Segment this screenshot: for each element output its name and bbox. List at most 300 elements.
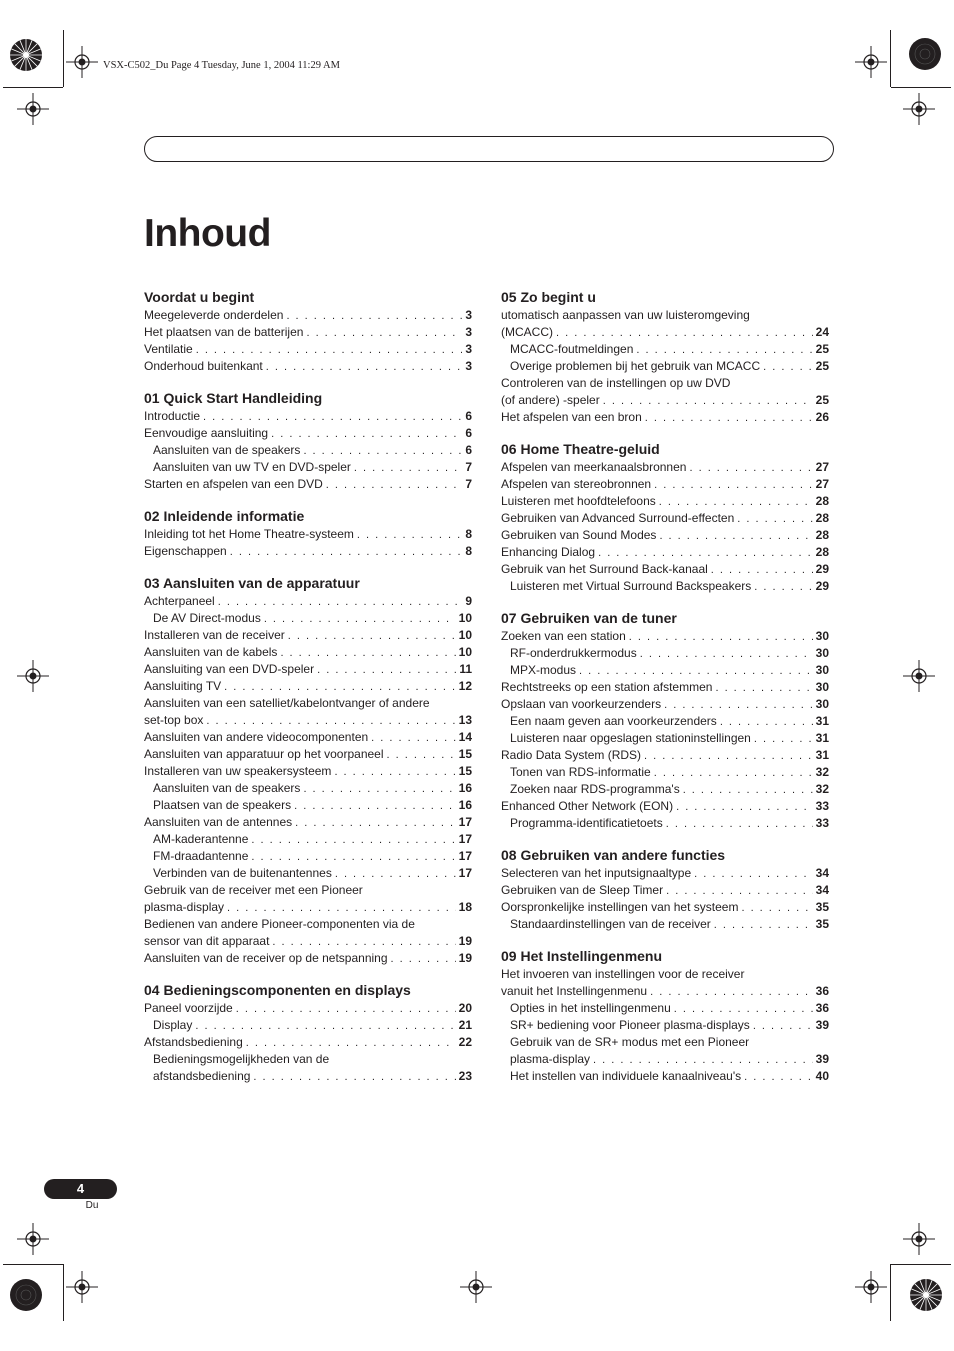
toc-entry — [501, 510, 829, 527]
registration-mark-icon — [460, 1271, 492, 1303]
toc-entry — [144, 610, 472, 627]
toc-entry-page: 15 — [458, 747, 472, 761]
toc-entry — [501, 916, 829, 933]
toc-entry-label: Ventilatie — [144, 342, 193, 356]
toc-entry-label: Eenvoudige aansluiting — [144, 426, 269, 440]
toc-entry — [144, 1017, 472, 1034]
toc-section-title: 05 Zo begint u — [501, 289, 596, 305]
toc-entry-page: 36 — [815, 984, 829, 998]
toc-entry — [501, 713, 829, 730]
toc-entry-page: 10 — [458, 628, 472, 642]
toc-entry — [501, 645, 829, 662]
toc-entry-page: 27 — [815, 477, 829, 491]
toc-entry-page: 35 — [815, 917, 829, 931]
toc-entry — [144, 358, 472, 375]
dot-leader — [387, 747, 456, 764]
toc-entry-page: 6 — [465, 426, 472, 440]
toc-entry-page: 40 — [815, 1069, 829, 1083]
toc-entry — [144, 678, 472, 695]
toc-entry-label: Zoeken naar RDS-programma's — [510, 782, 680, 796]
toc-entry-label: Aansluiten van de antennes — [144, 815, 293, 829]
toc-entry — [144, 543, 472, 560]
toc-entry-label-line: utomatisch aanpassen van uw luisteromgeving — [501, 308, 750, 322]
toc-entry — [144, 661, 472, 678]
print-file-info: VSX-C502_Du Page 4 Tuesday, June 1, 2004 11:29 AM — [103, 60, 340, 71]
toc-entry-label: MCACC-foutmeldingen — [510, 342, 634, 356]
toc-entry-label: Afspelen van stereobronnen — [501, 477, 652, 491]
toc-entry-page: 16 — [458, 781, 472, 795]
toc-entry-label: Aansluiten van de speakers — [153, 443, 301, 457]
dot-leader — [659, 528, 812, 545]
dot-leader — [737, 511, 812, 528]
toc-entry-page: 3 — [465, 342, 472, 356]
toc-entry-label: Gebruiken van Advanced Surround-effecten — [501, 511, 735, 525]
toc-entry-page: 39 — [815, 1052, 829, 1066]
toc-entry-label: Gebruiken van de Sleep Timer — [501, 883, 664, 897]
toc-entry — [144, 814, 472, 831]
toc-entry-page: 19 — [458, 934, 472, 948]
toc-entry — [144, 933, 472, 950]
toc-entry-label: Aansluiten van de receiver op de netspanning — [144, 951, 388, 965]
toc-entry-page: 31 — [815, 748, 829, 762]
toc-entry-label: Tonen van RDS-informatie — [510, 765, 651, 779]
toc-entry-label: Aansluiting van een DVD-speler — [144, 662, 315, 676]
dot-leader — [636, 342, 812, 359]
toc-entry — [501, 865, 829, 882]
toc-entry-label: De AV Direct-modus — [153, 611, 261, 625]
toc-section — [501, 947, 829, 1085]
toc-entry-page: 6 — [465, 443, 472, 457]
dot-leader — [371, 730, 455, 747]
toc-entry-page: 30 — [815, 663, 829, 677]
toc-entry-label: Het instellen van individuele kanaalniveau's — [510, 1069, 742, 1083]
toc-entry — [501, 781, 829, 798]
toc-entry-page: 13 — [458, 713, 472, 727]
toc-entry-label: Radio Data System (RDS) — [501, 748, 642, 762]
toc-entry-label: Opties in het instellingenmenu — [510, 1001, 671, 1015]
dot-leader — [683, 782, 813, 799]
dot-leader — [317, 662, 456, 679]
toc-entry-label: MPX-modus — [510, 663, 577, 677]
dot-leader — [694, 866, 813, 883]
registration-mark-icon — [903, 1223, 935, 1255]
toc-entry-label: Paneel voorzijde — [144, 1001, 233, 1015]
toc-entry — [144, 780, 472, 797]
toc-entry-label: Eigenschappen — [144, 544, 227, 558]
toc-entry-label: Luisteren met Virtual Surround Backspeakers — [510, 579, 752, 593]
dot-leader — [294, 798, 456, 815]
toc-entry-page: 8 — [465, 544, 472, 558]
toc-entry — [501, 358, 829, 375]
toc-entry — [501, 392, 829, 409]
toc-section-title: 06 Home Theatre-geluid — [501, 441, 660, 457]
toc-entry-label: afstandsbediening — [153, 1069, 251, 1083]
toc-section — [501, 609, 829, 832]
toc-section — [501, 440, 829, 595]
page-title: Inhoud — [144, 212, 271, 255]
toc-entry — [501, 578, 829, 595]
starburst-mark-top-left — [9, 38, 43, 72]
toc-entry — [501, 341, 829, 358]
dot-leader — [206, 713, 455, 730]
toc-entry — [501, 459, 829, 476]
toc-entry-label: Een naam geven aan voorkeurzenders — [510, 714, 717, 728]
toc-section — [144, 981, 472, 1085]
toc-section-title: 04 Bedieningscomponenten en displays — [144, 982, 411, 998]
toc-entry-label: Display — [153, 1018, 193, 1032]
toc-entry-label: Oorspronkelijke instellingen van het systeem — [501, 900, 739, 914]
dot-leader — [753, 1018, 813, 1035]
dot-leader — [295, 815, 456, 832]
toc-entry-label-line: Gebruik van de receiver met een Pioneer — [144, 883, 363, 897]
starburst-mark-bottom-right — [909, 1278, 943, 1312]
toc-entry — [144, 408, 472, 425]
toc-entry — [144, 831, 472, 848]
toc-entry-page: 32 — [815, 765, 829, 779]
toc-entry-page: 30 — [815, 697, 829, 711]
dot-leader — [674, 1001, 813, 1018]
registration-mark-icon — [903, 660, 935, 692]
toc-section-title: 01 Quick Start Handleiding — [144, 390, 323, 406]
toc-entry — [144, 627, 472, 644]
toc-entry-label: (of andere) -speler — [501, 393, 600, 407]
toc-entry-page: 6 — [465, 409, 472, 423]
toc-entry — [501, 1051, 829, 1068]
toc-entry — [144, 848, 472, 865]
toc-entry-page: 7 — [465, 460, 472, 474]
dot-leader — [391, 951, 456, 968]
dot-leader — [272, 934, 455, 951]
toc-entry — [144, 593, 472, 610]
toc-entry-page: 3 — [465, 308, 472, 322]
toc-section-title: 07 Gebruiken van de tuner — [501, 610, 677, 626]
toc-entry-page: 27 — [815, 460, 829, 474]
dot-leader — [763, 359, 813, 376]
toc-entry-page: 28 — [815, 494, 829, 508]
toc-entry — [144, 1034, 472, 1051]
toc-entry-page: 30 — [815, 646, 829, 660]
dot-leader — [271, 426, 462, 443]
toc-entry-page: 29 — [815, 579, 829, 593]
toc-entry — [501, 798, 829, 815]
toc-entry-page: 17 — [458, 815, 472, 829]
toc-entry — [501, 764, 829, 781]
dot-leader — [598, 545, 813, 562]
toc-entry-label: vanuit het Instellingenmenu — [501, 984, 648, 998]
registration-mark-icon — [17, 93, 49, 125]
dot-leader — [754, 579, 812, 596]
toc-entry-page: 17 — [458, 849, 472, 863]
toc-entry-page: 30 — [815, 680, 829, 694]
registration-mark-icon — [855, 1271, 887, 1303]
dot-leader — [303, 781, 455, 798]
dot-leader — [744, 1069, 813, 1086]
toc-entry-label: Enhanced Other Network (EON) — [501, 799, 674, 813]
dot-leader — [689, 460, 812, 477]
toc-entry — [144, 526, 472, 543]
dot-leader — [629, 629, 813, 646]
toc-entry-page: 28 — [815, 545, 829, 559]
toc-entry-page: 35 — [815, 900, 829, 914]
toc-entry — [144, 763, 472, 780]
toc-entry-label: Enhancing Dialog — [501, 545, 596, 559]
toc-entry-label: sensor van dit apparaat — [144, 934, 270, 948]
dot-leader — [654, 765, 813, 782]
toc-entry-page: 9 — [465, 594, 472, 608]
toc-entry-page: 34 — [815, 883, 829, 897]
dot-leader — [335, 866, 456, 883]
toc-section-title: 02 Inleidende informatie — [144, 508, 305, 524]
toc-entry-label: Luisteren met hoofdtelefoons — [501, 494, 656, 508]
page-number-badge: 4 — [44, 1179, 117, 1199]
toc-entry-page: 33 — [815, 799, 829, 813]
toc-entry-page: 39 — [815, 1018, 829, 1032]
toc-entry-label-line: Gebruik van de SR+ modus met een Pioneer — [510, 1035, 750, 1049]
dot-leader — [711, 562, 813, 579]
toc-entry — [144, 746, 472, 763]
toc-entry-label: (MCACC) — [501, 325, 553, 339]
toc-entry-label: Starten en afspelen van een DVD — [144, 477, 323, 491]
toc-entry-label: plasma-display — [510, 1052, 591, 1066]
toc-section — [144, 389, 472, 493]
toc-entry-label: Introductie — [144, 409, 201, 423]
toc-entry-page: 25 — [815, 359, 829, 373]
toc-entry-page: 22 — [458, 1035, 472, 1049]
dot-leader — [650, 984, 813, 1001]
toc-entry-page: 3 — [465, 325, 472, 339]
toc-entry-label-line: Bedieningsmogelijkheden van de — [153, 1052, 330, 1066]
toc-entry-page: 28 — [815, 528, 829, 542]
toc-entry — [501, 747, 829, 764]
toc-entry-label: Zoeken van een station — [501, 629, 626, 643]
toc-section — [144, 574, 472, 967]
dot-leader — [326, 477, 463, 494]
dot-leader — [666, 883, 813, 900]
dot-leader — [266, 359, 463, 376]
toc-entry-label: Gebruik van het Surround Back-kanaal — [501, 562, 708, 576]
toc-entry-label: Onderhoud buitenkant — [144, 359, 263, 373]
dot-leader — [666, 816, 813, 833]
toc-entry — [501, 696, 829, 713]
registration-mark-icon — [855, 46, 887, 78]
toc-entry-label: Programma-identificatietoets — [510, 816, 663, 830]
starburst-mark-top-right — [908, 37, 942, 71]
toc-entry-page: 26 — [815, 410, 829, 424]
toc-entry-page: 12 — [458, 679, 472, 693]
toc-entry-label: AM-kaderantenne — [153, 832, 249, 846]
toc-section-title: Voordat u begint — [144, 289, 255, 305]
toc-entry-page: 23 — [458, 1069, 472, 1083]
toc-section — [501, 288, 829, 426]
toc-entry-page: 15 — [458, 764, 472, 778]
dot-leader — [664, 697, 813, 714]
dot-leader — [556, 325, 813, 342]
starburst-mark-bottom-left — [9, 1278, 43, 1312]
toc-entry-label: plasma-display — [144, 900, 225, 914]
toc-entry-label: Het plaatsen van de batterijen — [144, 325, 304, 339]
toc-entry-page: 20 — [458, 1001, 472, 1015]
toc-column-left — [144, 288, 472, 1099]
toc-entry-page: 21 — [458, 1018, 472, 1032]
toc-entry-label: Aansluiten van apparatuur op het voorpaneel — [144, 747, 384, 761]
toc-entry — [144, 865, 472, 882]
page-language-code: Du — [85, 1200, 99, 1211]
toc-entry — [501, 628, 829, 645]
toc-entry-label: Standaardinstellingen van de receiver — [510, 917, 711, 931]
toc-entry-label: Opslaan van voorkeurzenders — [501, 697, 662, 711]
toc-section-title: 09 Het Instellingenmenu — [501, 948, 663, 964]
dot-leader — [230, 544, 463, 561]
toc-entry — [144, 1068, 472, 1085]
toc-section — [501, 846, 829, 933]
registration-mark-icon — [66, 1271, 98, 1303]
toc-entry — [144, 425, 472, 442]
dot-leader — [196, 342, 463, 359]
toc-entry — [501, 679, 829, 696]
toc-entry — [144, 729, 472, 746]
dot-leader — [593, 1052, 813, 1069]
dot-leader — [645, 410, 813, 427]
dot-leader — [579, 663, 813, 680]
toc-entry — [144, 459, 472, 476]
toc-entry-label: Aansluiten van uw TV en DVD-speler — [153, 460, 351, 474]
toc-entry-page: 17 — [458, 832, 472, 846]
toc-entry-label: Installeren van de receiver — [144, 628, 285, 642]
dot-leader — [224, 679, 455, 696]
dot-leader — [286, 308, 462, 325]
toc-entry — [501, 1068, 829, 1085]
dot-leader — [754, 731, 813, 748]
toc-entry — [144, 341, 472, 358]
toc-entry-label: FM-draadantenne — [153, 849, 249, 863]
toc-entry — [501, 409, 829, 426]
toc-entry-label: Luisteren naar opgeslagen stationinstellingen — [510, 731, 751, 745]
toc-entry-label: Inleiding tot het Home Theatre-systeem — [144, 527, 354, 541]
toc-entry-page: 28 — [815, 511, 829, 525]
toc-entry — [144, 797, 472, 814]
toc-entry — [501, 544, 829, 561]
toc-entry-label: Plaatsen van de speakers — [153, 798, 292, 812]
dot-leader — [236, 1001, 456, 1018]
dot-leader — [227, 900, 456, 917]
toc-entry-label: Afspelen van meerkanaalsbronnen — [501, 460, 687, 474]
dot-leader — [306, 325, 462, 342]
toc-entry-page: 24 — [815, 325, 829, 339]
toc-entry-page: 25 — [815, 393, 829, 407]
toc-entry-label-line: Bedienen van andere Pioneer-componenten via de — [144, 917, 415, 931]
dot-leader — [251, 832, 455, 849]
toc-entry — [144, 307, 472, 324]
toc-entry-page: 8 — [465, 527, 472, 541]
dot-leader — [303, 443, 462, 460]
toc-entry-page: 14 — [458, 730, 472, 744]
toc-entry-label: Overige problemen bij het gebruik van MCACC — [510, 359, 761, 373]
toc-entry-page: 10 — [458, 611, 472, 625]
toc-entry-page: 7 — [465, 477, 472, 491]
dot-leader — [288, 628, 456, 645]
toc-entry-label: Aansluiten van andere videocomponenten — [144, 730, 369, 744]
dot-leader — [715, 680, 812, 697]
toc-entry — [144, 476, 472, 493]
dot-leader — [644, 748, 813, 765]
toc-entry-page: 17 — [458, 866, 472, 880]
toc-entry-page: 11 — [459, 662, 472, 676]
toc-entry-page: 32 — [815, 782, 829, 796]
toc-entry — [501, 476, 829, 493]
dot-leader — [654, 477, 813, 494]
toc-entry — [501, 493, 829, 510]
toc-entry-page: 36 — [815, 1001, 829, 1015]
toc-entry — [501, 899, 829, 916]
toc-entry-label: Het afspelen van een bron — [501, 410, 642, 424]
dot-leader — [714, 917, 813, 934]
dot-leader — [357, 527, 462, 544]
toc-entry-label-line: Het invoeren van instellingen voor de receiver — [501, 967, 745, 981]
toc-entry — [144, 1000, 472, 1017]
toc-entry-label-line: Aansluiten van een satelliet/kabelontvanger of andere — [144, 696, 430, 710]
toc-entry-page: 10 — [458, 645, 472, 659]
toc-entry-label: Achterpaneel — [144, 594, 215, 608]
toc-entry — [144, 644, 472, 661]
toc-entry — [144, 442, 472, 459]
dot-leader — [218, 594, 463, 611]
toc-entry-label: Selecteren van het inputsignaaltype — [501, 866, 692, 880]
toc-entry-label: set-top box — [144, 713, 204, 727]
toc-entry — [501, 527, 829, 544]
toc-entry-page: 31 — [815, 731, 829, 745]
dot-leader — [246, 1035, 456, 1052]
dot-leader — [659, 494, 813, 511]
toc-entry-page: 34 — [815, 866, 829, 880]
toc-section — [144, 288, 472, 375]
toc-entry-label-line: Controleren van de instellingen op uw DVD — [501, 376, 731, 390]
dot-leader — [603, 393, 813, 410]
toc-entry-label: Aansluiten van de kabels — [144, 645, 278, 659]
toc-section-title: 03 Aansluiten van de apparatuur — [144, 575, 360, 591]
toc-entry — [501, 983, 829, 1000]
toc-entry-label: Afstandsbediening — [144, 1035, 243, 1049]
toc-entry — [501, 662, 829, 679]
toc-entry-label: Installeren van uw speakersysteem — [144, 764, 332, 778]
toc-entry — [144, 324, 472, 341]
toc-entry — [501, 815, 829, 832]
toc-section — [144, 507, 472, 560]
dot-leader — [741, 900, 812, 917]
toc-entry-label: Meegeleverde onderdelen — [144, 308, 284, 322]
dot-leader — [354, 460, 462, 477]
toc-entry — [144, 712, 472, 729]
toc-entry — [501, 324, 829, 341]
toc-entry-page: 31 — [815, 714, 829, 728]
toc-entry — [144, 950, 472, 967]
toc-entry — [144, 899, 472, 916]
toc-entry — [501, 561, 829, 578]
toc-entry — [501, 1000, 829, 1017]
toc-section-title: 08 Gebruiken van andere functies — [501, 847, 726, 863]
registration-mark-icon — [903, 93, 935, 125]
toc-entry-page: 33 — [815, 816, 829, 830]
dot-leader — [264, 611, 456, 628]
toc-entry-label: Verbinden van de buitenantennes — [153, 866, 332, 880]
dot-leader — [676, 799, 813, 816]
toc-entry-label: Rechtstreeks op een station afstemmen — [501, 680, 713, 694]
toc-entry-label: Gebruiken van Sound Modes — [501, 528, 657, 542]
toc-entry-page: 30 — [815, 629, 829, 643]
toc-entry-label: Aansluiten van de speakers — [153, 781, 301, 795]
toc-entry-page: 19 — [458, 951, 472, 965]
toc-entry — [501, 1017, 829, 1034]
dot-leader — [334, 764, 455, 781]
